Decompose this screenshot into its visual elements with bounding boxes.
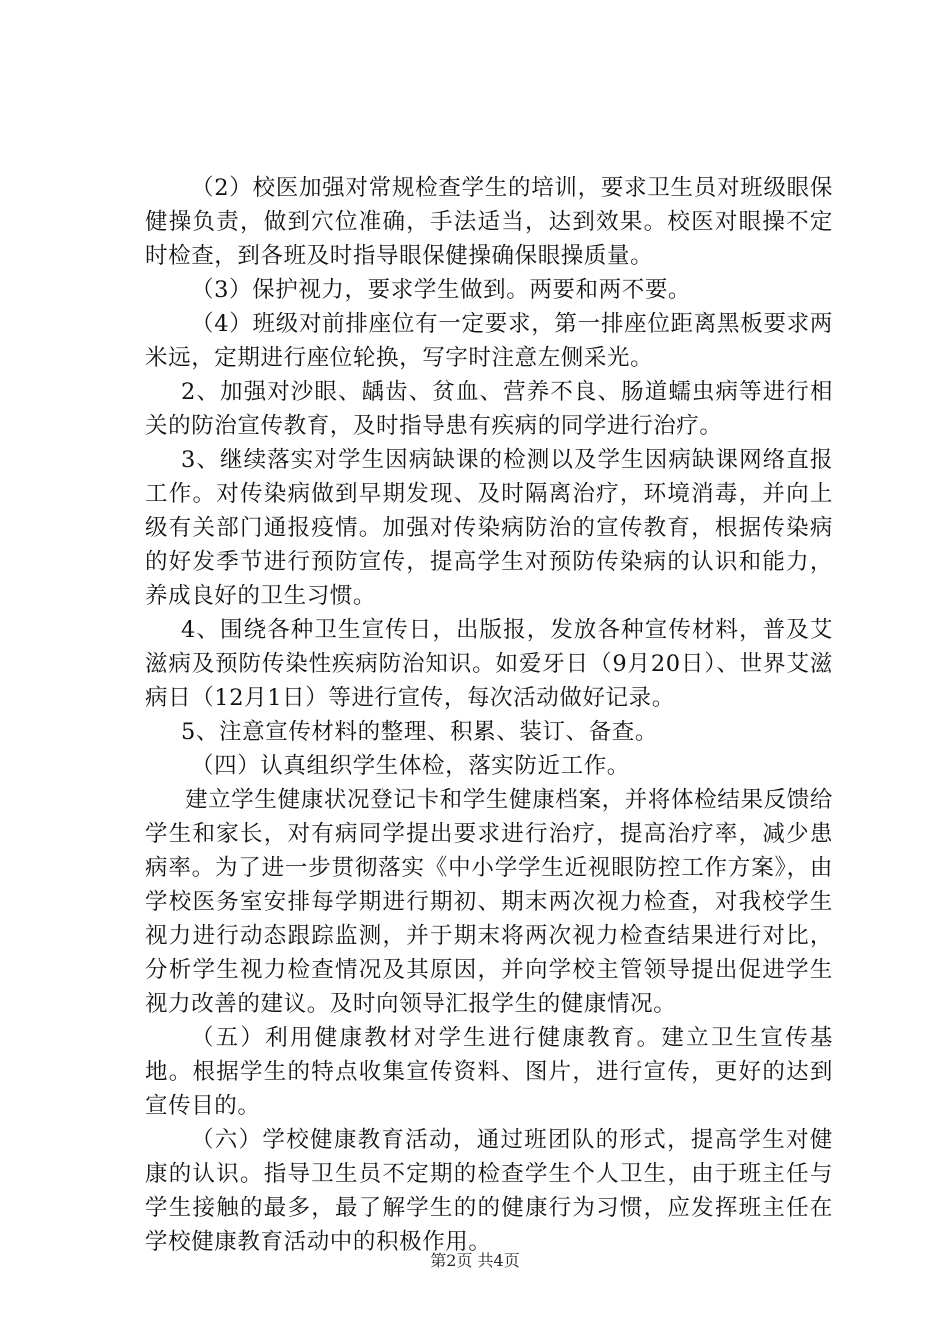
paragraph-health-education-activities: （六）学校健康教育活动，通过班团队的形式，提高学生对健康的认识。指导卫生员不定期的检查学生个人卫生，由于班主任与学生接触的最多，最了解学生的的健康行为习惯，应发挥班主任在学校健康教育活动中的积极作用。: [145, 1127, 833, 1255]
paragraph-health-education-materials: （五）利用健康教材对学生进行健康教育。建立卫生宣传基地。根据学生的特点收集宣传资料、图片，进行宣传，更好的达到宣传目的。: [145, 1025, 833, 1119]
paragraph-material-archiving: 5、注意宣传材料的整理、积累、装订、备查。: [181, 719, 658, 745]
document-body: [145, 171, 833, 1259]
paragraph-health-records: 建立学生健康状况登记卡和学生健康档案，并将体检结果反馈给学生和家长，对有病同学提出要求进行治疗，提高治疗率，减少患病率。为了进一步贯彻落实《中小学学生近视眼防控工作方案》，由学校医务室安排每学期进行期初、期末两次视力检查，对我校学生视力进行动态跟踪监测，并于期末将两次视力检查结果进行对比，分析学生视力检查情况及其原因，并向学校主管领导提出促进学生视力改善的建议。及时向领导汇报学生的健康情况。: [145, 787, 833, 1017]
section-heading-physical-exam: （四）认真组织学生体检，落实防近工作。: [191, 753, 630, 779]
paragraph-protect-vision: （3）保护视力，要求学生做到。两要和两不要。: [191, 277, 692, 303]
paragraph-absence-reporting: 3、继续落实对学生因病缺课的检测以及学生因病缺课网络直报工作。对传染病做到早期发现、及时隔离治疗，环境消毒，并向上级有关部门通报疫情。加强对传染病防治的宣传教育，根据传染病的好发季节进行预防宣传，提高学生对预防传染病的认识和能力，养成良好的卫生习惯。: [145, 447, 833, 609]
paragraph-health-promotion-days: 4、围绕各种卫生宣传日，出版报，发放各种宣传材料，普及艾滋病及预防传染性疾病防治知识。如爱牙日（9月20日）、世界艾滋病日（12月1日）等进行宣传，每次活动做好记录。: [145, 617, 833, 711]
paragraph-front-row-seating: （4）班级对前排座位有一定要求，第一排座位距离黑板要求两米远，定期进行座位轮换，写字时注意左侧采光。: [145, 311, 833, 371]
paragraph-eye-exercise-training: （2）校医加强对常规检查学生的培训，要求卫生员对班级眼保健操负责，做到穴位准确，手法适当，达到效果。校医对眼操不定时检查，到各班及时指导眼保健操确保眼操质量。: [145, 175, 833, 269]
page-number-footer: 第2页 共4页: [430, 1251, 520, 1270]
paragraph-disease-prevention: 2、加强对沙眼、龋齿、贫血、营养不良、肠道蠕虫病等进行相关的防治宣传教育，及时指导患有疾病的同学进行治疗。: [145, 379, 833, 439]
